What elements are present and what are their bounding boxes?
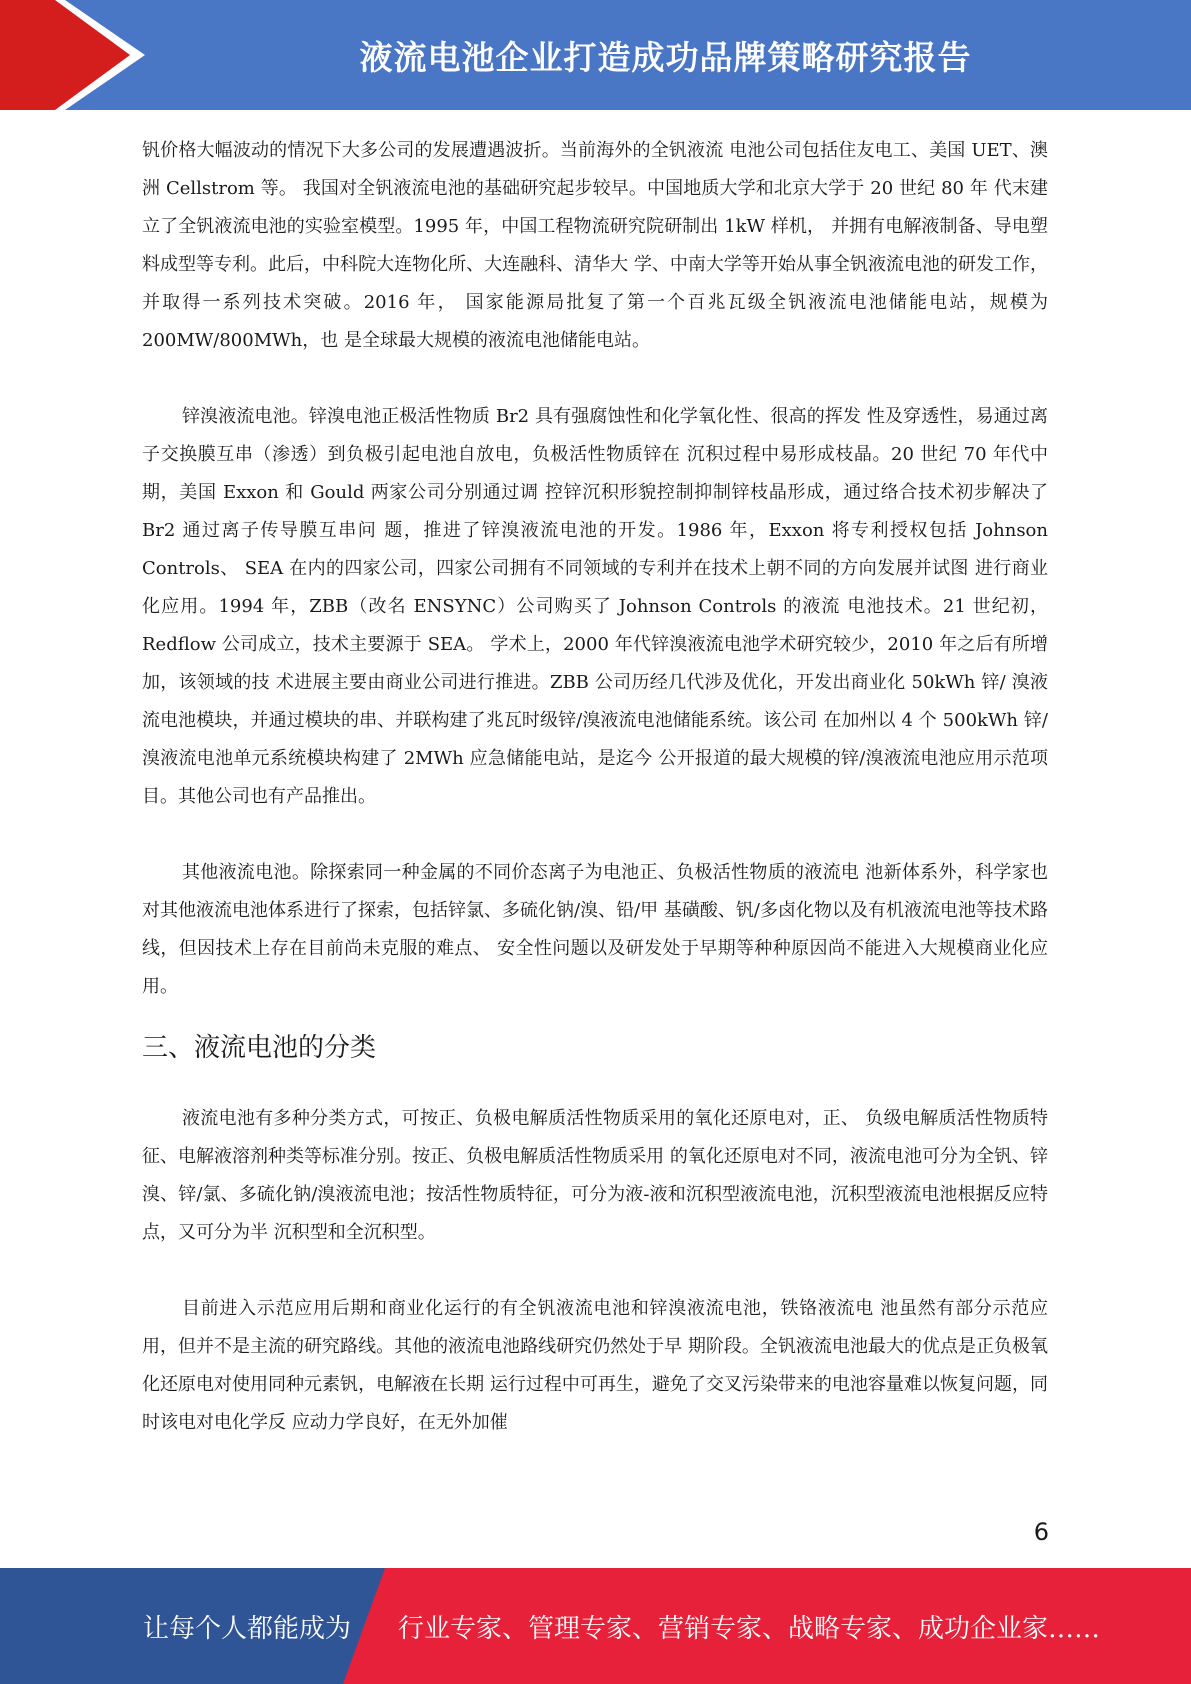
- paragraph-other-flow: 其他液流电池。除探索同一种金属的不同价态离子为电池正、负极活性物质的液流电 池新体系外，科学家也对其他液流电池体系进行了探索，包括锌氯、多硫化钠/溴、铅/甲 基磺酸、钒/多卤化物以及有机液流电池等技术路线，但因技术上存在目前尚未克服的难点、 安全性问题以及研发处于早期等种种原因尚不能进入大规模商业化应用。: [142, 862, 1048, 997]
- page-header: [0, 0, 1191, 110]
- paragraph-zinc-bromine: 锌溴液流电池。锌溴电池正极活性物质 Br2 具有强腐蚀性和化学氧化性、很高的挥发 性及穿透性，易通过离子交换膜互串（渗透）到负极引起电池自放电，负极活性物质锌在 沉积过程中易形成枝晶。20 世纪 70 年代中期，美国 Exxon 和 Gould 两家公司分别通过调 控锌沉积形貌控制抑制锌枝晶形成，通过络合技术初步解决了 Br2 通过离子传导膜互串问 题，推进了锌溴液流电池的开发。1986 年，Exxon 将专利授权包括 Johnson Controls、 SEA 在内的四家公司，四家公司拥有不同领域的专利并在技术上朝不同的方向发展并试图 进行商业化应用。1994 年，ZBB（改名 ENSYNC）公司购买了 Johnson Controls 的液流 电池技术。21 世纪初，Redflow 公司成立，技术主要源于 SEA。 学术上，2000 年代锌溴液流电池学术研究较少，2010 年之后有所增加，该领域的技 术进展主要由商业公司进行推进。ZBB 公司历经几代涉及优化，开发出商业化 50kWh 锌/ 溴液流电池模块，并通过模块的串、并联构建了兆瓦时级锌/溴液流电池储能系统。该公司 在加州以 4 个 500kWh 锌/溴液流电池单元系统模块构建了 2MWh 应急储能电站，是迄今 公开报道的最大规模的锌/溴液流电池应用示范项目。其他公司也有产品推出。: [142, 406, 1048, 807]
- paragraph-commercial: 目前进入示范应用后期和商业化运行的有全钒液流电池和锌溴液流电池，铁铬液流电 池虽然有部分示范应用，但并不是主流的研究路线。其他的液流电池路线研究仍然处于早 期阶段。全钒液流电池最大的优点是正负极氧化还原电对使用同种元素钒，电解液在长期 运行过程中可再生，避免了交叉污染带来的电池容量难以恢复问题，同时该电对电化学反 应动力学良好，在无外加催: [142, 1298, 1048, 1433]
- report-body: [142, 132, 1048, 1442]
- page-number: 6: [1033, 1518, 1049, 1546]
- section-title: 三、液流电池的分类: [142, 1033, 377, 1063]
- header-title: 液流电池企业打造成功品牌策略研究报告: [359, 37, 972, 77]
- header-arrow-icon: [0, 0, 150, 110]
- paragraph-classification: 液流电池有多种分类方式，可按正、负极电解质活性物质采用的氧化还原电对，正、 负级电解质活性物质特征、电解液溶剂种类等标准分别。按正、负极电解质活性物质采用 的氧化还原电对不同，液流电池可分为全钒、锌溴、锌/氯、多硫化钠/溴液流电池；按活性物质特征，可分为液-液和沉积型液流电池，沉积型液流电池根据反应特点，又可分为半 沉积型和全沉积型。: [142, 1108, 1048, 1243]
- paragraph-vanadium: 钒价格大幅波动的情况下大多公司的发展遭遇波折。当前海外的全钒液流 电池公司包括住友电工、美国 UET、澳洲 Cellstrom 等。 我国对全钒液流电池的基础研究起步较早。中国地质大学和北京大学于 20 世纪 80 年 代末建立了全钒液流电池的实验室模型。1995 年，中国工程物流研究院研制出 1kW 样机， 并拥有电解液制备、导电塑料成型等专利。此后，中科院大连物化所、大连融科、清华大 学、中南大学等开始从事全钒液流电池的研发工作，并取得一系列技术突破。2016 年， 国家能源局批复了第一个百兆瓦级全钒液流电池储能电站，规模为 200MW/800MWh，也 是全球最大规模的液流电池储能电站。: [142, 140, 1048, 351]
- footer-slogan-left: 让每个人都能成为: [143, 1613, 352, 1644]
- page-footer: [0, 1568, 1191, 1684]
- footer-slogan-right: 行业专家、管理专家、营销专家、战略专家、成功企业家……: [398, 1613, 1101, 1644]
